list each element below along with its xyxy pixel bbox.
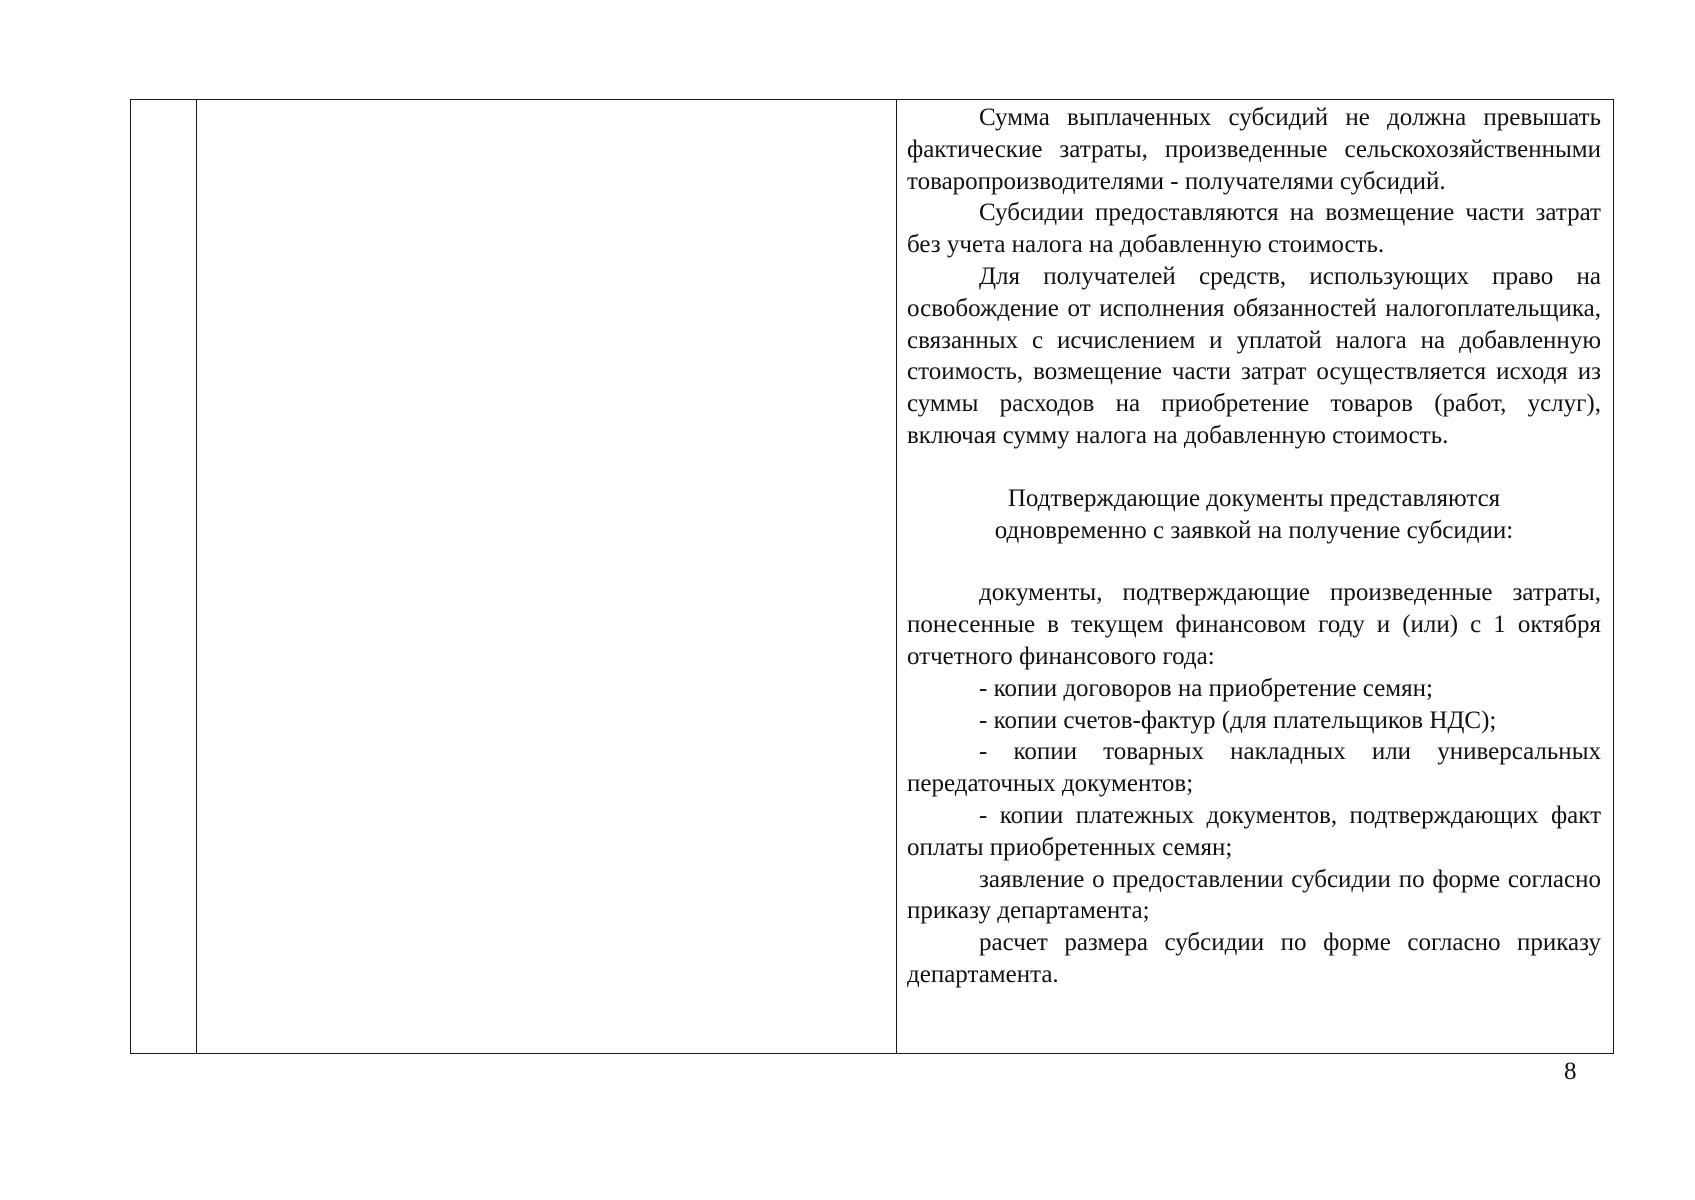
paragraph-supporting-docs: документы, подтверждающие произведенные затраты, понесенные в текущем финансовом году и (или) с 1 октября отчетного финансового года: [907,579,1601,670]
list-item-payment-docs: - копии платежных документов, подтверждающих факт оплаты приобретенных семян; [907,801,1601,861]
list-item-waybills: - копии товарных накладных или универсальных передаточных документов; [907,738,1601,798]
paragraph-calculation: расчет размера субсидии по форме согласно приказу департамента. [907,929,1601,988]
section-heading-line-1: Подтверждающие документы представляются [1007,484,1501,512]
paragraph-vat-exclusion: Субсидии предоставляются на возмещение части затрат без учета налога на добавленную стоимость. [907,199,1601,259]
paragraph-subsidy-limit: Сумма выплаченных субсидий не должна превышать фактические затраты, произведенные сельскохозяйственными товаропроизводителями - получателями субсидий. [907,104,1601,195]
paragraph-vat-exemption: Для получателей средств, использующих право на освобождение от исполнения обязанностей налогоплательщика, связанных с исчислением и уплатой налога на добавленную стоимость, возмещение части затрат осуществляется исходя из суммы расходов на приобретение товаров (работ, услуг), включая сумму налога на добавленную стоимость. [907,262,1601,449]
list-item-contracts: - копии договоров на приобретение семян; [979,674,1433,702]
page-number: 8 [1564,1058,1577,1085]
paragraph-application: заявление о предоставлении субсидии по форме согласно приказу департамента; [907,865,1601,925]
table-column-name [197,100,897,1053]
section-heading-line-2: одновременно с заявкой на получение субсидии: [994,516,1514,544]
spacer [907,452,1601,483]
list-item-invoices: - копии счетов-фактур (для плательщиков НДС); [979,706,1497,734]
table-column-number [131,100,197,1053]
table-column-description [897,100,1613,1053]
document-table [130,99,1614,1054]
spacer [907,546,1601,577]
